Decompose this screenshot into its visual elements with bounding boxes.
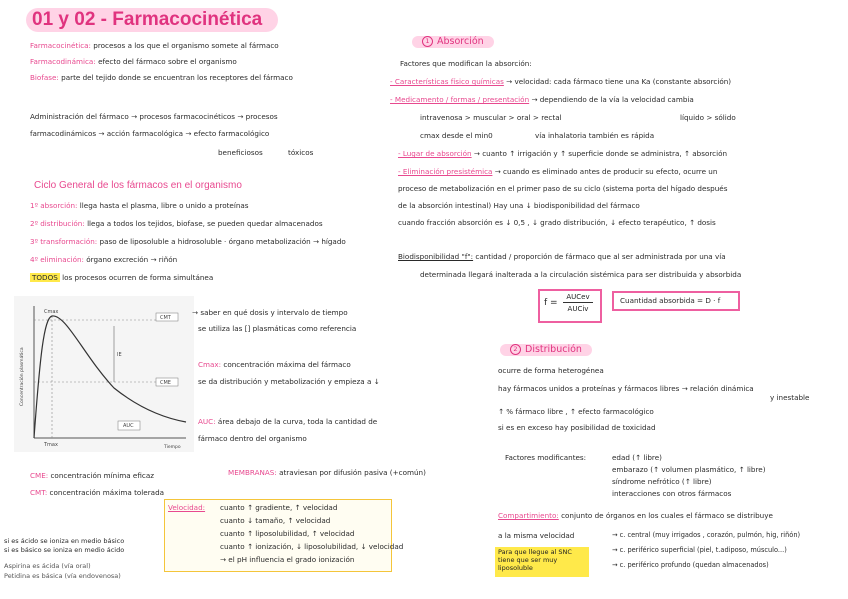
ciclo-item-distribucion: 2º distribución: llega a todos los tejidos, biofase, se pueden quedar almacenados	[30, 219, 323, 228]
ciclo-todos: TODOS los procesos ocurren de forma simultánea	[32, 273, 214, 282]
distribucion-header: 2 Distribución	[500, 344, 592, 356]
absorcion-elim-3: de la absorción intestinal) Hay una ↓ biodisponibilidad del fármaco	[398, 201, 640, 210]
absorcion-header: 1 Absorción	[412, 36, 494, 48]
compartimiento-def-2: a la misma velocidad	[498, 531, 575, 540]
absorcion-fq: - Características físico químicas → velocidad: cada fármaco tiene una Ka (constante absorción)	[390, 77, 732, 86]
absorcion-med: - Medicamento / formas / presentación → dependiendo de la vía la velocidad cambia	[390, 95, 694, 104]
ciclo-item-eliminacion: 4º eliminación: órgano excreción → riñón	[30, 255, 178, 264]
distribucion-l2b: y inestable	[770, 393, 810, 402]
ph-note-2: si es básico se ioniza en medio ácido	[4, 546, 125, 554]
dosis-note-2: se utiliza las [] plasmáticas como referencia	[198, 324, 357, 333]
ph-note-4: Petidina es básica (vía endovenosa)	[4, 572, 121, 580]
velocidad-line-4: cuanto ↑ ionización, ↓ liposolubilidad, ↓ velocidad	[220, 542, 404, 551]
auc-label: AUC	[123, 423, 134, 429]
compartimiento-def: Compartimiento: conjunto de órganos en los cuales el fármaco se distribuye	[498, 511, 773, 520]
cmt-label: CMT	[160, 315, 171, 321]
ciclo-heading: Ciclo General de los fármacos en el organismo	[34, 180, 242, 191]
pk-curve-diagram	[14, 296, 194, 452]
auc-note-1: AUC: área debajo de la curva, toda la cantidad de	[198, 417, 378, 426]
factor-edad: edad (↑ libre)	[612, 453, 662, 462]
snc-sticky-note: Para que llegue al SNC tiene que ser muy liposoluble	[495, 547, 589, 577]
def-biofase: Biofase: parte del tejido donde se encuentran los receptores del fármaco	[30, 73, 293, 82]
f-symbol: f =	[544, 298, 558, 308]
cmax-label: Cmax	[44, 309, 59, 315]
factores-modificantes-label: Factores modificantes:	[505, 453, 587, 462]
admin-line-1: Administración del fármaco → procesos farmacocinéticos → procesos	[30, 112, 278, 121]
def-farmacocinetica: Farmacocinética: procesos a los que el organismo somete al fármaco	[30, 41, 279, 50]
absorcion-elim-2: proceso de metabolización en el primer paso de su ciclo (sistema porta del hígado después	[398, 184, 728, 193]
cme-label: CME	[160, 380, 171, 386]
distribucion-l2: hay fármacos unidos a proteínas y fármacos libres → relación dinámica	[498, 384, 754, 393]
ph-note-3: Aspirina es ácida (vía oral)	[4, 562, 91, 570]
velocidad-line-1: cuanto ↑ gradiente, ↑ velocidad	[220, 503, 338, 512]
velocidad-line-2: cuanto ↓ tamaño, ↑ velocidad	[220, 516, 331, 525]
absorcion-elim-4: cuando fracción absorción es ↓ 0,5 , ↓ grado distribución, ↓ efecto terapéutico, ↑ dosis	[398, 218, 716, 227]
absorcion-cmax-note: cmax desde el min0	[420, 131, 493, 140]
x-axis-label: Tiempo	[164, 445, 181, 450]
biodisponibilidad-line-1: Biodisponibilidad "f": cantidad / proporción de fármaco que al ser administrada por una vía	[398, 252, 726, 261]
cmt-def: CMT: concentración máxima tolerada	[30, 488, 165, 497]
absorcion-liquido: líquido > sólido	[680, 113, 736, 122]
cmax-note-2: se da distribución y metabolización y empieza a ↓	[198, 377, 380, 386]
ph-note-1: si es ácido se ioniza en medio básico	[4, 537, 125, 545]
biodisponibilidad-line-2: determinada llegará inalterada a la circulación sistémica para ser distribuida y absorbida	[420, 270, 742, 279]
velocidad-label: Velocidad:	[168, 503, 206, 512]
cme-def: CME: concentración mínima eficaz	[30, 471, 155, 480]
distribucion-l1: ocurre de forma heterogénea	[498, 366, 604, 375]
absorcion-inhal: vía inhalatoria también es rápida	[535, 131, 655, 140]
y-axis-label: Concentración plasmática	[20, 347, 25, 406]
absorcion-intro: Factores que modifican la absorción:	[400, 59, 532, 68]
auc-note-2: fármaco dentro del organismo	[198, 434, 307, 443]
def-farmacodinamica: Farmacodinámica: efecto del fármaco sobre el organismo	[30, 57, 237, 66]
comp-periferico-superficial: → c. periférico superficial (piel, t.adiposo, músculo...)	[612, 546, 787, 554]
distribucion-l4: si es en exceso hay posibilidad de toxicidad	[498, 423, 656, 432]
absorcion-elim: - Eliminación presistémica → cuando es eliminado antes de producir su efecto, ocurre un	[398, 167, 718, 176]
factor-embarazo: embarazo (↑ volumen plasmático, ↑ libre)	[612, 465, 766, 474]
f-denominator: AUCiv	[567, 305, 589, 313]
pk-curve-svg	[14, 296, 194, 452]
f-fraction-bar	[563, 302, 593, 303]
comp-central: → c. central (muy irrigados , corazón, pulmón, hig, riñón)	[612, 531, 801, 539]
admin-line-2: farmacodinámicos → acción farmacológica → efecto farmacológico	[30, 129, 270, 138]
distribucion-l3: ↑ % fármaco libre , ↑ efecto farmacológico	[498, 407, 654, 416]
membranas-def: MEMBRANAS: atraviesan por difusión pasiva (+común)	[228, 468, 426, 477]
admin-toxicos: tóxicos	[288, 148, 314, 157]
velocidad-line-3: cuanto ↑ liposolubilidad, ↑ velocidad	[220, 529, 355, 538]
page-title: 01 y 02 - Farmacocinética	[26, 8, 278, 32]
comp-periferico-profundo: → c. periférico profundo (quedan almacenados)	[612, 561, 769, 569]
cantidad-absorbida: Cuantidad absorbida = D · f	[620, 296, 721, 305]
ciclo-item-transformacion: 3º transformación: paso de liposoluble a hidrosoluble · órgano metabolización → hígado	[30, 237, 346, 246]
factor-sindrome: síndrome nefrótico (↑ libre)	[612, 477, 712, 486]
absorcion-lugar: - Lugar de absorción → cuanto ↑ irrigación y ↑ superficie donde se administra, ↑ absorción	[398, 149, 728, 158]
dosis-note-1: → saber en qué dosis y intervalo de tiempo	[192, 308, 348, 317]
admin-beneficiosos: beneficiosos	[218, 148, 263, 157]
ciclo-item-absorcion: 1º absorción: llega hasta el plasma, libre o unido a proteínas	[30, 201, 249, 210]
cmax-note-1: Cmax: concentración máxima del fármaco	[198, 360, 351, 369]
f-numerator: AUCev	[566, 293, 590, 301]
velocidad-line-5: → el pH influencia el grado ionización	[220, 555, 355, 564]
absorcion-vias: intravenosa > muscular > oral > rectal	[420, 113, 562, 122]
factor-interacciones: interacciones con otros fármacos	[612, 489, 732, 498]
tmax-label: Tmax	[44, 442, 58, 448]
ie-label: IE	[117, 352, 122, 358]
